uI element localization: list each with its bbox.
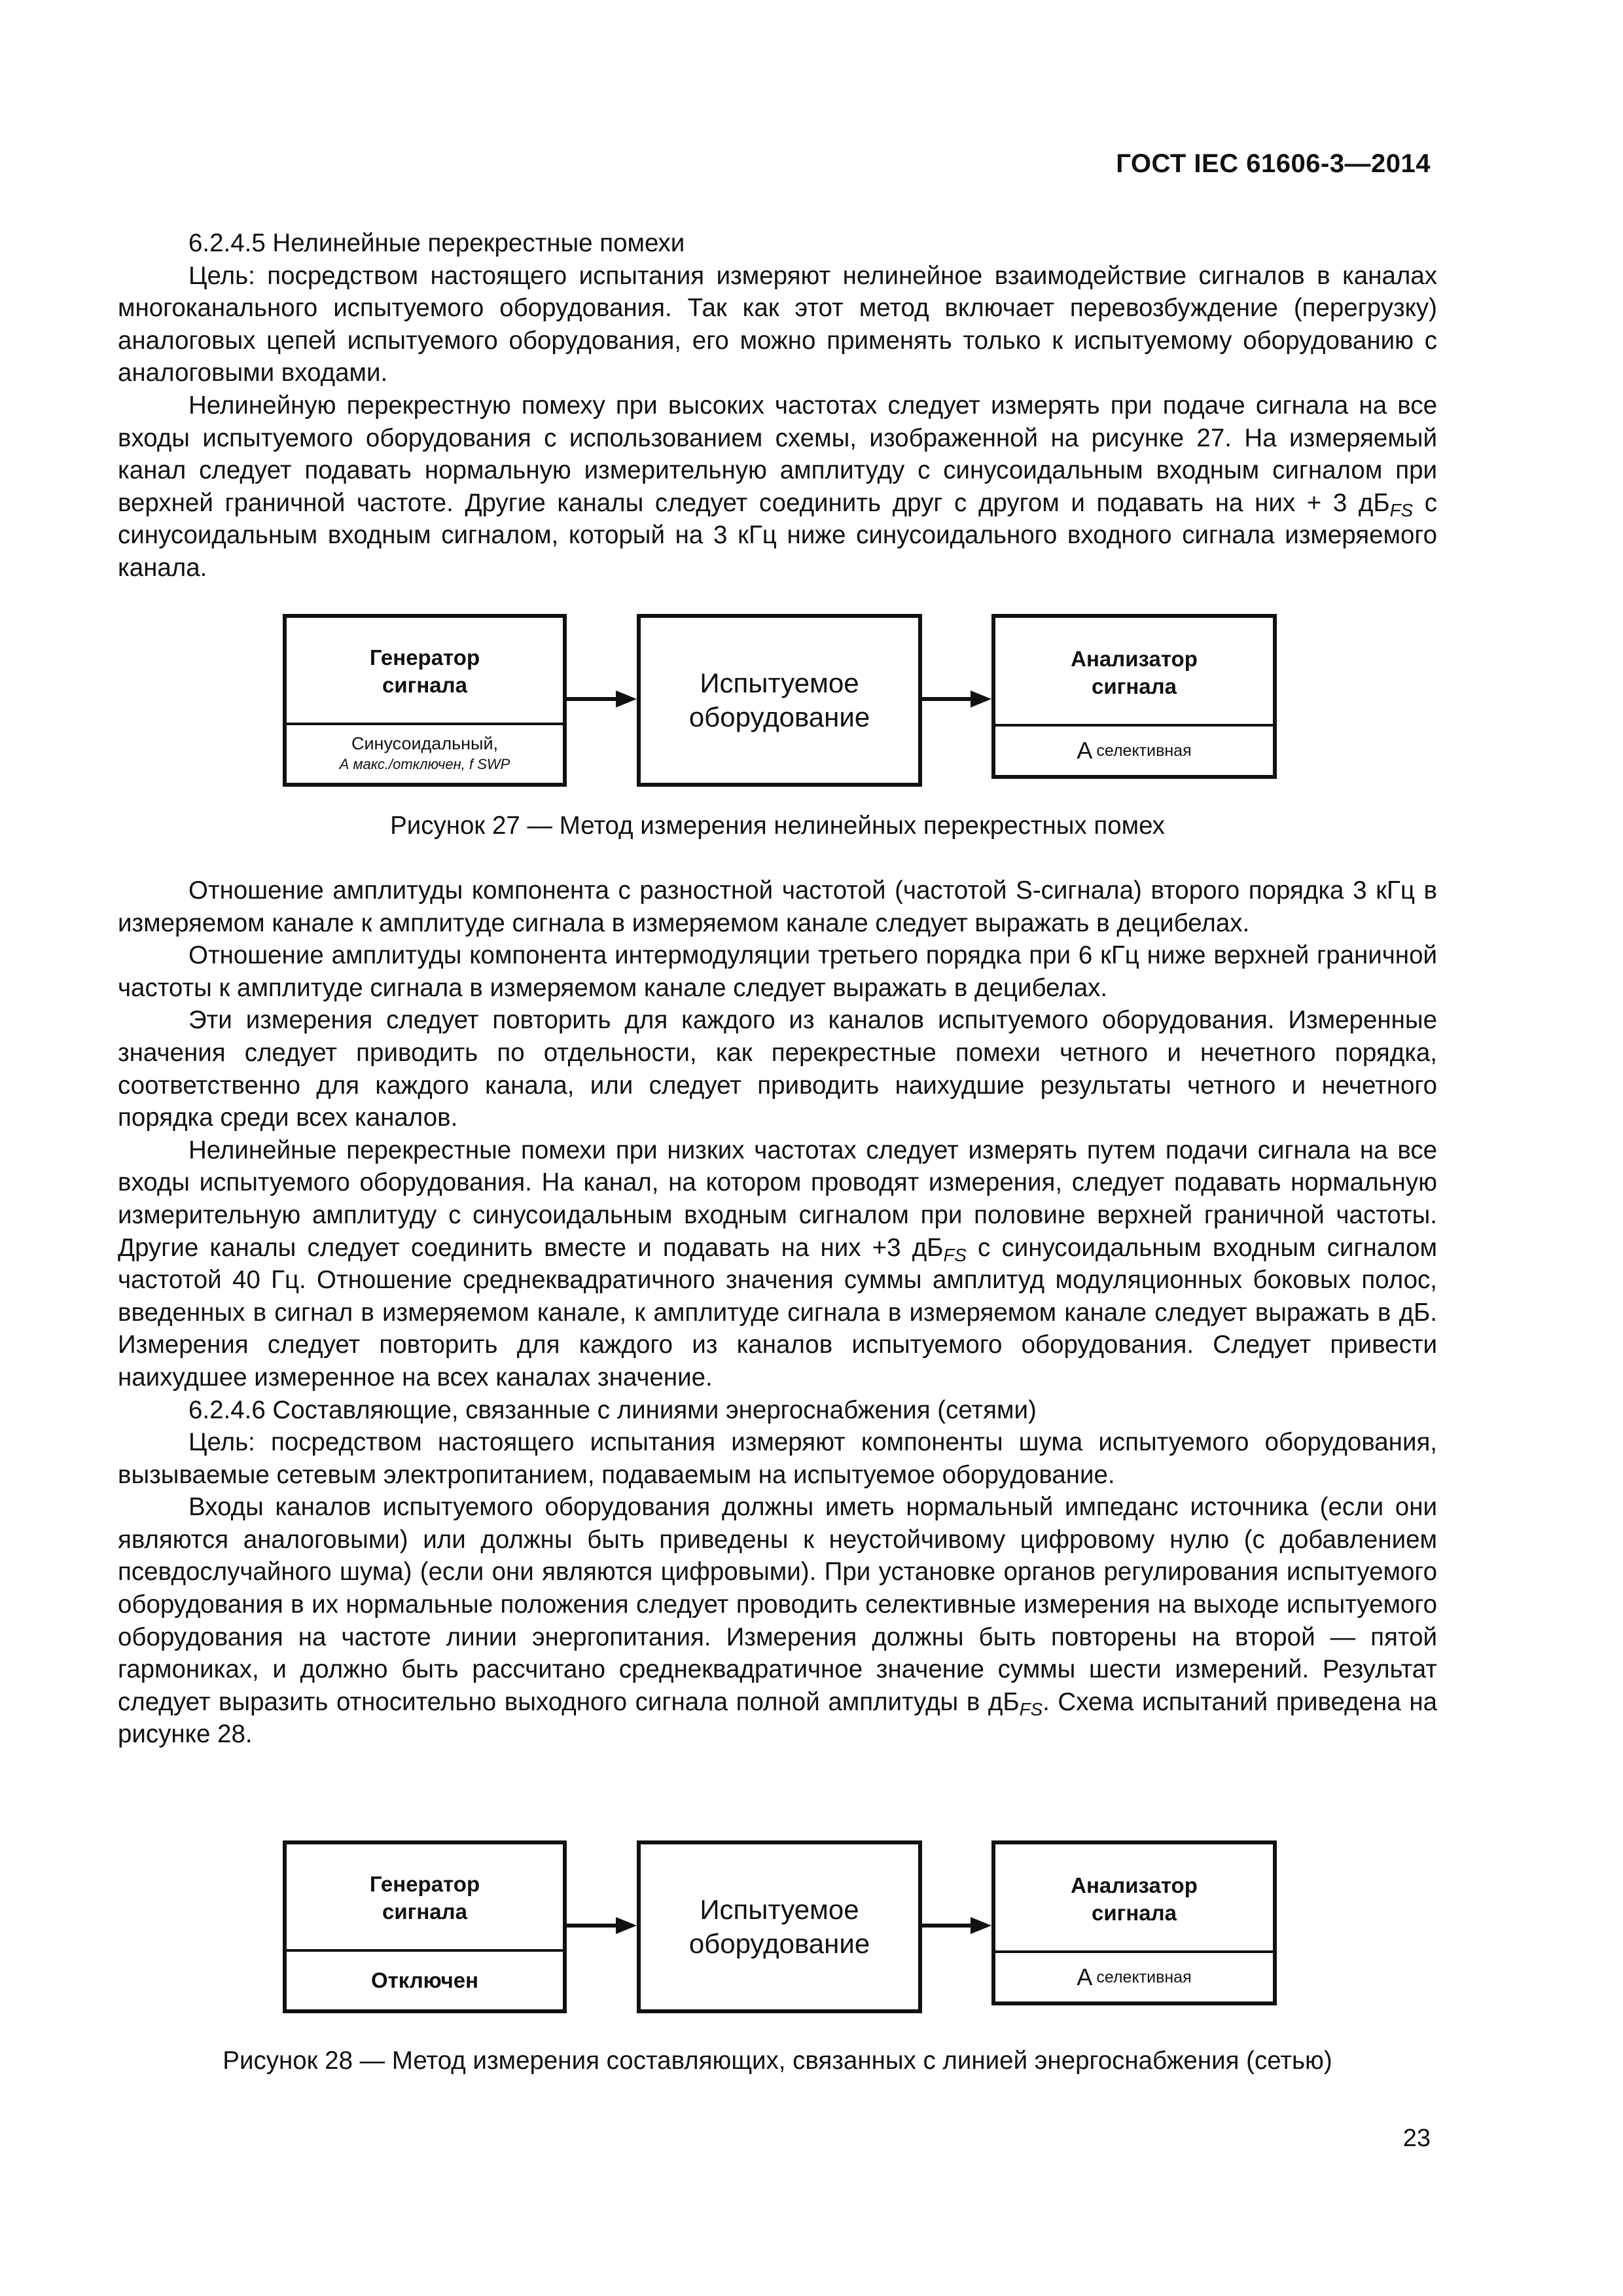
- arrow-right-icon: [922, 689, 991, 709]
- analyzer-measurement: [995, 1950, 1273, 2001]
- paragraph: Эти измерения следует повторить для каждого из каналов испытуемого оборудования. Измеренные значения следует приводить по отдельности, как перекрестные помехи четного и нечетного порядка, соответственно для каждого канала, или следует приводить наихудшие результаты четного и нечетного порядка среди всех каналов.: [118, 1006, 1437, 1132]
- text-block-upper: [118, 227, 1437, 584]
- generator-mode: Отключен: [370, 1968, 479, 1992]
- device-under-test-box: [637, 1840, 922, 2013]
- paragraph: [118, 1134, 1437, 1394]
- text-block-middle: [118, 874, 1437, 1751]
- figure-27-caption-block: [118, 810, 1437, 842]
- paragraph: Цель: посредством настоящего испытания измеряют компоненты шума испытуемого оборудования, вызываемые сетевым электропитанием, подаваемым на испытуемое оборудование.: [118, 1428, 1437, 1489]
- paragraph-text: Нелинейные перекрестные помехи при низких частотах следует измерять путем подачи сигнала на все входы испытуемого оборудования. На канал, на котором проводят измерения, следует подавать нормальную измерительную амплитуду с синусоидальным входным сигналом при половине верхней граничной частоты. Другие каналы следует соединить вместе и подавать на них +3 дБ: [118, 1136, 1437, 1262]
- figure-27-caption: Рисунок 27 — Метод измерения нелинейных перекрестных помех: [390, 812, 1165, 840]
- analyzer-title: Анализатор сигнала: [1071, 647, 1198, 698]
- analyzer-amplitude-symbol: А: [1077, 1964, 1093, 1990]
- paragraph: Отношение амплитуды компонента с разностной частотой (частотой S-сигнала) второго порядка 3 кГц в измеряемом канале к амплитуде сигнала в измеряемом канале следует выражать в децибелах.: [118, 876, 1437, 937]
- analyzer-amplitude-subscript: селективная: [1096, 741, 1192, 760]
- paragraph-text: Входы каналов испытуемого оборудования должны иметь нормальный импеданс источника (если они являются аналоговыми) или должны быть приведены к неустойчивому цифровому нулю (с добавлением псевдослучайного шума) (если они являются цифровыми). При установке органов регулирования испытуемого оборудования в их нормальные положения следует проводить селективные измерения на выходе испытуемого оборудования на частоте линии энергопитания. Измерения должны быть повторены на второй — пятой гармониках, и должно быть рассчитано среднеквадратичное значение суммы шести измерений. Результат следует выразить относительно выходного сигнала полной амплитуды в дБ: [118, 1493, 1437, 1716]
- paragraph-text: с синусоидальным входным сигналом частотой 40 Гц. Отношение среднеквадратичного значения суммы амплитуд модуляционных боковых полос, введенных в сигнал в измеряемом канале, к амплитуде сигнала в измеряемом канале следует выражать в дБ. Измерения следует повторить для каждого из каналов испытуемого оборудования. Следует привести наихудшее измеренное на всех каналах значение.: [118, 1233, 1437, 1391]
- analyzer-amplitude-symbol: А: [1077, 737, 1093, 764]
- dut-title: Испытуемое оборудование: [688, 1894, 870, 1959]
- paragraph-text: с синусоидальным входным сигналом, который на 3 кГц ниже синусоидального входного сигнала измеряемого канала.: [118, 488, 1437, 582]
- generator-params: А макс./отключен, f SWP: [339, 756, 510, 772]
- section-heading-6-2-4-5: 6.2.4.5 Нелинейные перекрестные помехи: [188, 229, 685, 257]
- subscript-fs: FS: [1019, 1698, 1043, 1719]
- arrow-right-icon: [922, 1916, 991, 1935]
- document-id-header: ГОСТ IEC 61606-3—2014: [1116, 149, 1431, 178]
- generator-settings: [287, 723, 563, 783]
- generator-title: Генератор сигнала: [369, 645, 480, 697]
- section-heading-6-2-4-6: 6.2.4.6 Составляющие, связанные с линиями энергоснабжения (сетями): [188, 1395, 1037, 1424]
- analyzer-amplitude-subscript: селективная: [1096, 1967, 1192, 1986]
- analyzer-title: Анализатор сигнала: [1071, 1873, 1198, 1925]
- generator-title: Генератор сигнала: [369, 1872, 480, 1924]
- device-under-test-box: [637, 614, 922, 787]
- paragraph-text: Нелинейную перекрестную помеху при высоких частотах следует измерять при подаче сигнала на все входы испытуемого оборудования с использованием схемы, изображенной на рисунке 27. На измеряемый канал следует подавать нормальную измерительную амплитуду с синусоидальным входным сигналом при верхней граничной частоте. Другие каналы следует соединить друг с другом и подавать на них + 3 дБ: [118, 391, 1437, 517]
- paragraph: [118, 389, 1437, 584]
- arrow-right-icon: [567, 689, 637, 709]
- signal-generator-box: [283, 614, 567, 787]
- page-number: 23: [1402, 2125, 1431, 2152]
- signal-analyzer-box: [991, 1840, 1277, 2005]
- subscript-fs: FS: [1389, 499, 1414, 520]
- arrow-right-icon: [567, 1916, 637, 1935]
- dut-title: Испытуемое оборудование: [688, 668, 870, 732]
- signal-analyzer-box: [991, 614, 1277, 779]
- figure-28-caption: Рисунок 28 — Метод измерения составляющих, связанных с линией энергоснабжения (сетью): [223, 2047, 1332, 2075]
- signal-generator-box: [283, 1840, 567, 2013]
- generator-mode: Синусоидальный,: [351, 734, 499, 753]
- analyzer-measurement: [995, 724, 1273, 775]
- paragraph: [118, 1491, 1437, 1751]
- paragraph-text: . Схема испытаний приведена на рисунке 28.: [118, 1687, 1437, 1749]
- subscript-fs: FS: [943, 1244, 967, 1265]
- figure-27-diagram: [0, 614, 1623, 791]
- figure-28-caption-block: [118, 2045, 1437, 2077]
- paragraph: Отношение амплитуды компонента интермодуляции третьего порядка при 6 кГц ниже верхней граничной частоты к амплитуде сигнала в измеряемом канале следует выражать в децибелах.: [118, 941, 1437, 1002]
- generator-settings: [287, 1949, 563, 2009]
- paragraph: Цель: посредством настоящего испытания измеряют нелинейное взаимодействие сигналов в каналах многоканального испытуемого оборудования. Так как этот метод включает перевозбуждение (перегрузку) аналоговых цепей испытуемого оборудования, его можно применять только к испытуемому оборудованию с аналоговыми входами.: [118, 261, 1437, 387]
- figure-28-diagram: [0, 1840, 1623, 2017]
